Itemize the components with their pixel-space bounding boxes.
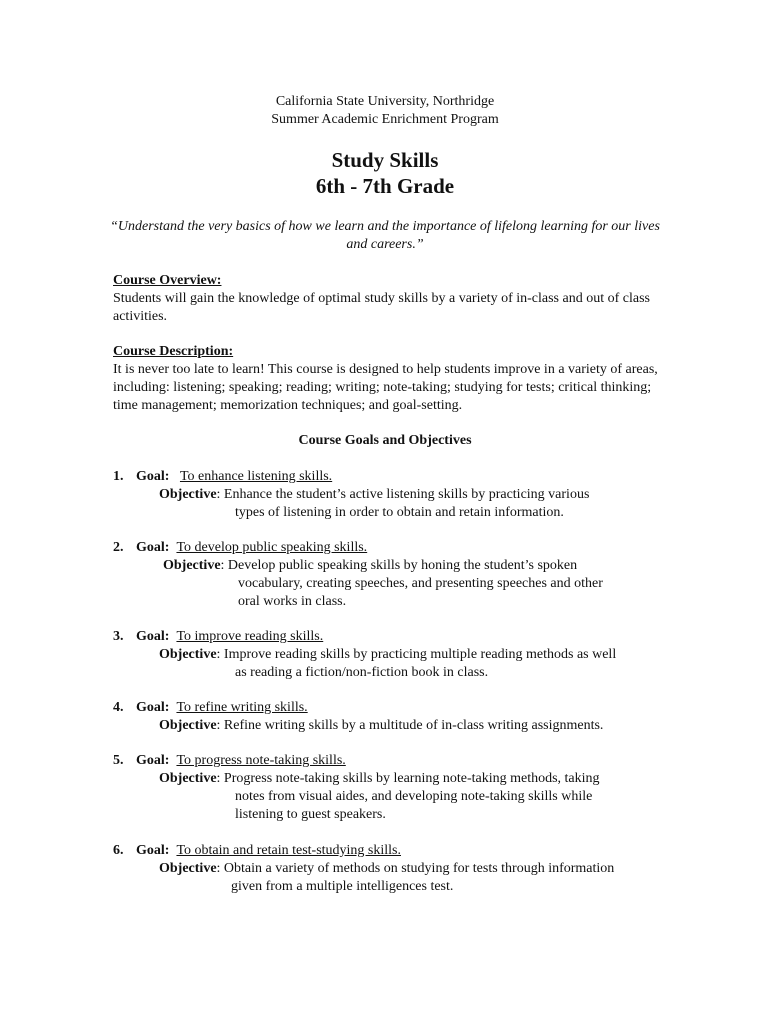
objective-line (159, 646, 739, 664)
objective-line (163, 557, 743, 575)
university-name: California State University, Northridge (275, 94, 495, 109)
goal-number: 4. (113, 700, 124, 715)
goal-number: 1. (113, 469, 124, 484)
goal-label: Goal: (136, 700, 170, 715)
program-name: Summer Academic Enrichment Program (271, 112, 499, 127)
objective-label: Objective (159, 861, 217, 876)
objective-continuation: types of listening in order to obtain and retain information. (235, 505, 564, 520)
objective-text: : Enhance the student’s active listening skills by practicing various (216, 487, 590, 502)
goal-item (113, 699, 693, 735)
goal-item (113, 752, 693, 824)
institution-header (0, 93, 770, 129)
objective-text: : Improve reading skills by practicing multiple reading methods as well (216, 647, 617, 662)
goal-label: Goal: (136, 753, 170, 768)
objective-label: Objective (159, 487, 217, 502)
course-quote: “Understand the very basics of how we learn and the importance of lifelong learning for our lives and careers.” (110, 219, 660, 252)
objective-continuation: notes from visual aides, and developing note-taking skills while listening to guest speakers. (235, 789, 593, 822)
objective-text: : Refine writing skills by a multitude of in-class writing assignments. (216, 718, 604, 733)
objective-line (159, 770, 739, 788)
course-description-heading: Course Description: (113, 344, 234, 359)
objective-text: : Develop public speaking skills by honing the student’s spoken (220, 558, 578, 573)
goal-number: 6. (113, 843, 124, 858)
goal-number: 2. (113, 540, 124, 555)
goals-heading: Course Goals and Objectives (298, 433, 472, 448)
objective-text: : Progress note-taking skills by learning note-taking methods, taking (216, 771, 600, 786)
goal-item (113, 539, 693, 611)
course-description-text: It is never too late to learn! This course is designed to help students improve in a variety of areas, including: listening; speaking; reading; writing; note-taking; studying for tests; critical thinking; time management; memorization techniques; and goal-setting. (113, 362, 658, 413)
goal-item (113, 468, 693, 522)
objective-label: Objective (159, 718, 217, 733)
goal-text: To progress note-taking skills. (176, 753, 346, 768)
objective-text: : Obtain a variety of methods on studying for tests through information (216, 861, 615, 876)
objective-label: Objective (163, 558, 221, 573)
goal-text: To improve reading skills. (176, 629, 324, 644)
course-title-line1: Study Skills (331, 148, 439, 172)
goal-text: To develop public speaking skills. (176, 540, 368, 555)
course-description-section (113, 343, 673, 415)
goal-text: To enhance listening skills. (179, 469, 333, 484)
objective-line (159, 486, 739, 504)
objective-line (159, 860, 739, 878)
goal-text: To obtain and retain test-studying skills. (176, 843, 401, 858)
objective-label: Objective (159, 771, 217, 786)
objective-line (159, 717, 739, 735)
goal-number: 3. (113, 629, 124, 644)
goal-item (113, 842, 693, 896)
course-title-line2: 6th - 7th Grade (315, 174, 455, 198)
objective-label: Objective (159, 647, 217, 662)
course-overview-text: Students will gain the knowledge of optimal study skills by a variety of in-class and out of class activities. (113, 291, 650, 324)
course-overview-section (113, 272, 673, 326)
objective-continuation: given from a multiple intelligences test. (231, 879, 454, 894)
goal-text: To refine writing skills. (176, 700, 308, 715)
goal-label: Goal: (136, 629, 170, 644)
course-overview-heading: Course Overview: (113, 273, 222, 288)
objective-continuation: as reading a fiction/non-fiction book in class. (235, 665, 489, 680)
goal-item (113, 628, 693, 682)
objective-continuation: vocabulary, creating speeches, and presenting speeches and other oral works in class. (238, 576, 603, 609)
course-title (0, 147, 770, 199)
goal-label: Goal: (136, 540, 170, 555)
goal-label: Goal: (136, 469, 170, 484)
goal-label: Goal: (136, 843, 170, 858)
goal-number: 5. (113, 753, 124, 768)
